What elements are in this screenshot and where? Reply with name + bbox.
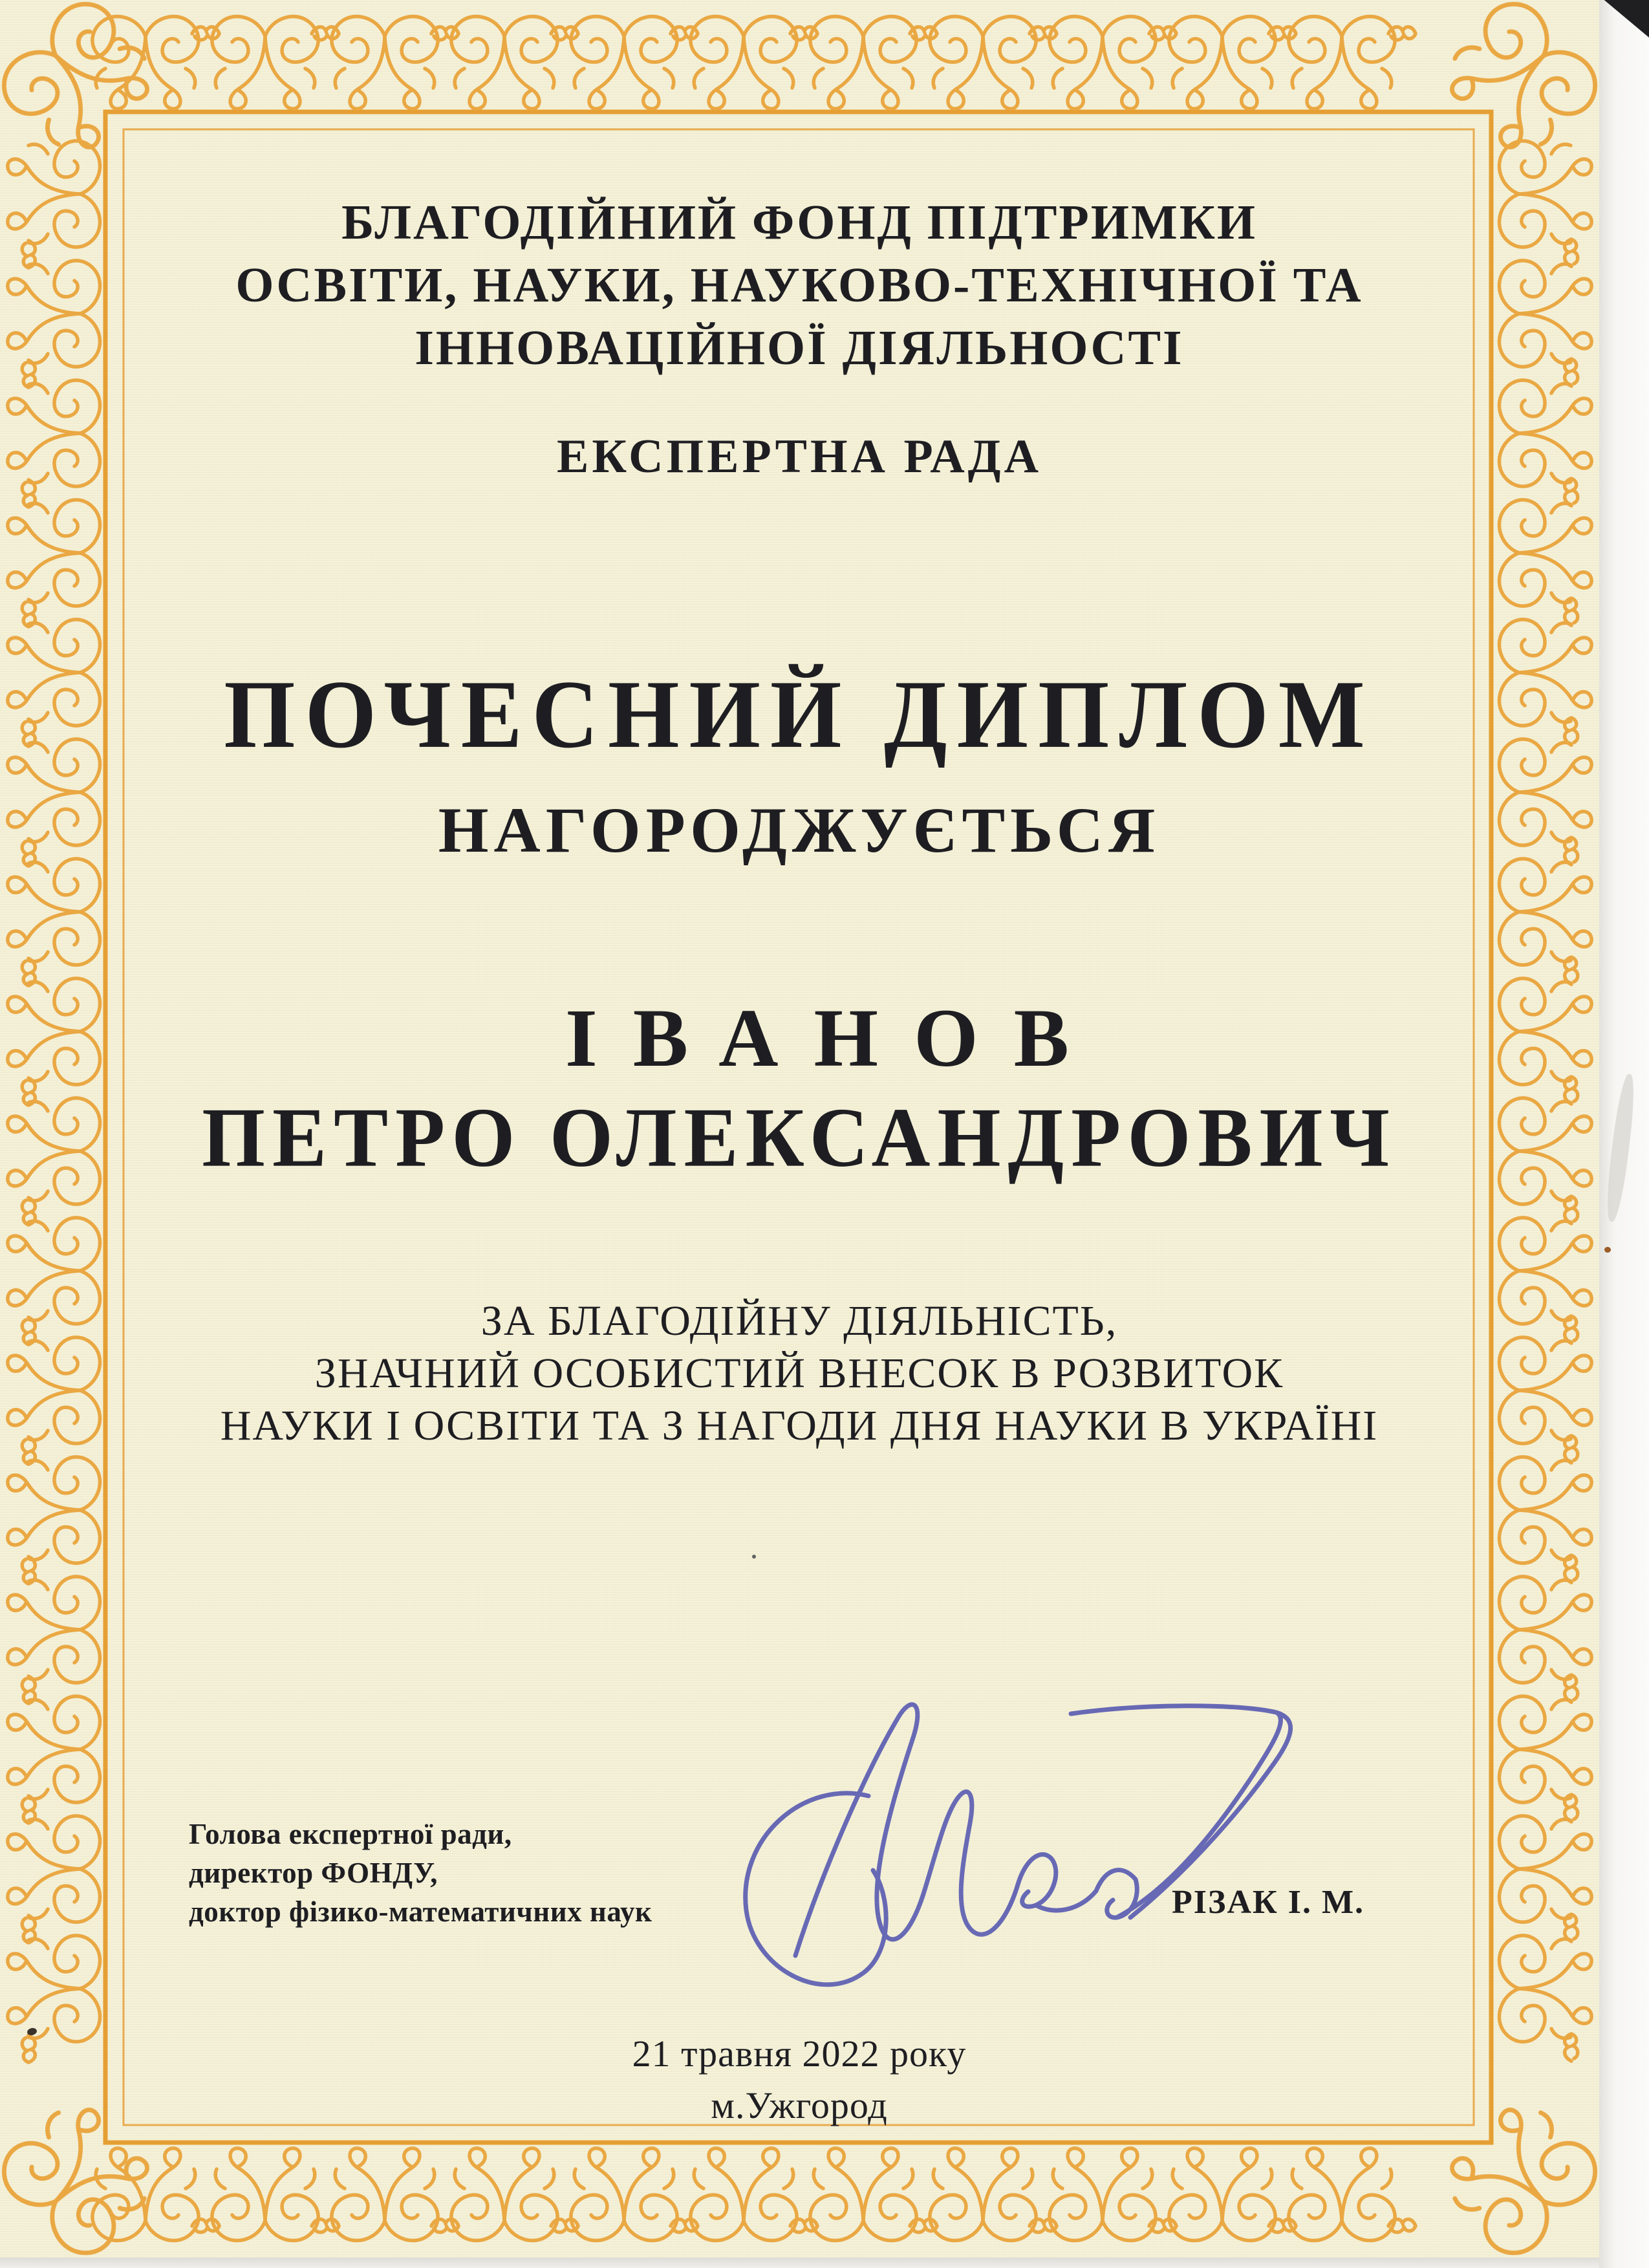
award-reason [123,1295,1476,1452]
scan-speck [752,1555,756,1559]
signatory-position-line: Голова експертної ради, [189,1818,512,1850]
recipient-surname: ІВАНОВ [565,992,1105,1084]
signatory-name: РІЗАК І. М. [1172,1884,1365,1921]
organization-line: БЛАГОДІЙНИЙ ФОНД ПІДТРИМКИ [341,195,1257,250]
award-reason-line: ЗА БЛАГОДІЙНУ ДІЯЛЬНІСТЬ, [480,1297,1118,1345]
scan-speck [1604,1247,1611,1253]
organization-line: ОСВІТИ, НАУКИ, НАУКОВО-ТЕХНІЧНОЇ ТА [235,258,1363,312]
organization-line: ІННОВАЦІЙНОЇ ДІЯЛЬНОСТІ [415,321,1184,375]
awarded-to-label: НАГОРОДЖУЄТЬСЯ [438,794,1161,866]
signatory-position-line: директор ФОНДУ, [189,1857,438,1889]
recipient-name-patronymic: ПЕТРО ОЛЕКСАНДРОВИЧ [202,1091,1397,1185]
diploma-title: ПОЧЕСНИЙ ДИПЛОМ [224,660,1375,768]
award-reason-line: ЗНАЧНИЙ ОСОБИСТИЙ ВНЕСОК В РОЗВИТОК [314,1350,1284,1397]
signatory-position-line: доктор фізико-математичних наук [189,1895,652,1928]
signatory-position [189,1815,771,1931]
scanner-background-bottom [0,2258,1599,2268]
signature-ink [717,1676,1311,2013]
issue-date: 21 травня 2022 року [632,2033,967,2075]
scanner-shadow-corner [1599,0,1649,38]
organization-name [123,191,1476,380]
issue-place: м.Ужгород [711,2084,888,2126]
scan-speck [27,2027,38,2036]
council-name: ЕКСПЕРТНА РАДА [556,430,1042,483]
issue-date-place [123,2028,1476,2132]
award-reason-line: НАУКИ І ОСВІТИ ТА З НАГОДИ ДНЯ НАУКИ В УКРАЇНІ [220,1402,1379,1449]
